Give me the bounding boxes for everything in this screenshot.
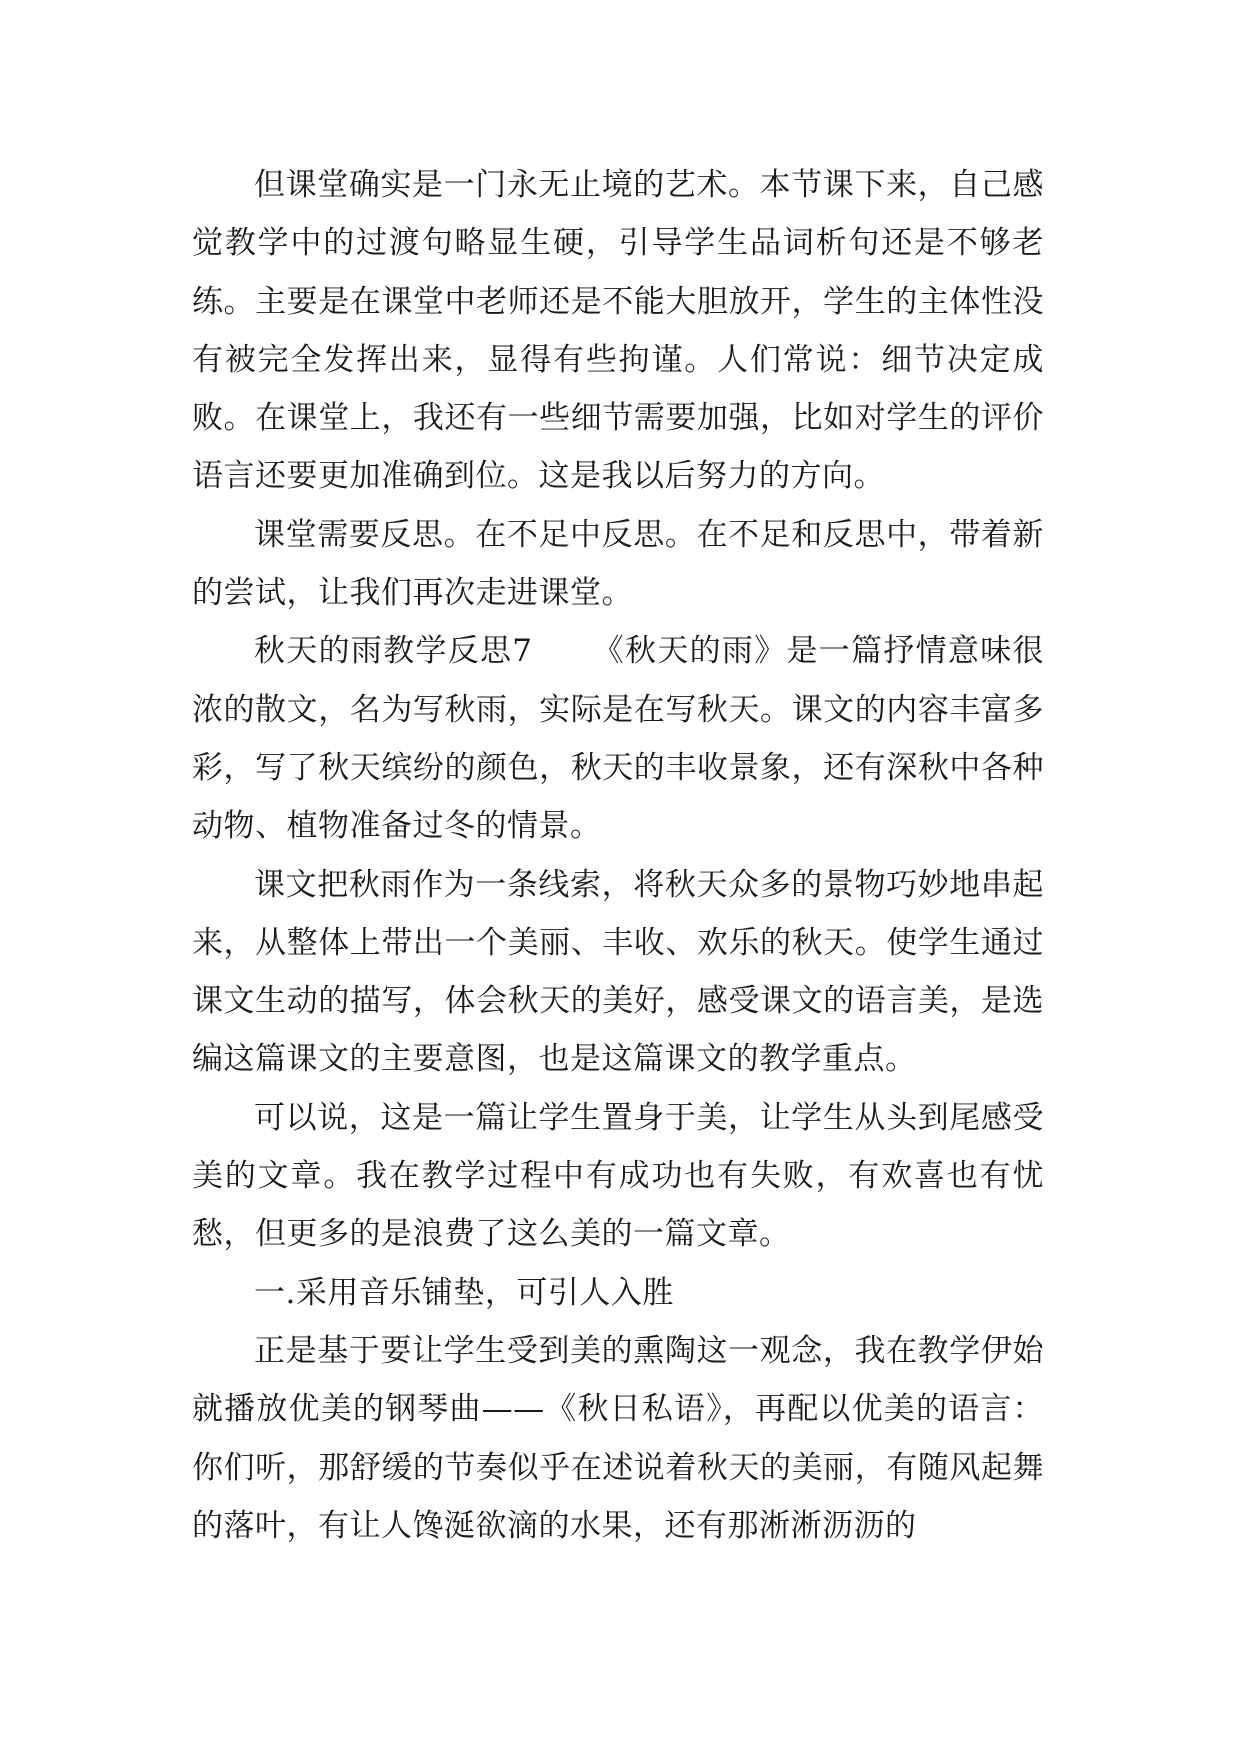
paragraph-2: 课堂需要反思。在不足中反思。在不足和反思中，带着新的尝试，让我们再次走进课堂。 xyxy=(192,516,1044,612)
paragraph-3: 秋天的雨教学反思7 《秋天的雨》是一篇抒情意味很浓的散文，名为写秋雨，实际是在写秋天。课文的内容丰富多彩，写了秋天缤纷的颜色，秋天的丰收景象，还有深秋中各种动物、植物准备过冬的情景。 xyxy=(192,633,1044,845)
paragraph-4: 课文把秋雨作为一条线索，将秋天众多的景物巧妙地串起来，从整体上带出一个美丽、丰收、欢乐的秋天。使学生通过课文生动的描写，体会秋天的美好，感受课文的语言美，是选编这篇课文的主要意图，也是这篇课文的教学重点。 xyxy=(192,866,1044,1078)
section-heading: 一.采用音乐铺垫，可引人入胜 xyxy=(254,1274,674,1311)
paragraph-6: 正是基于要让学生受到美的熏陶这一观念，我在教学伊始就播放优美的钢琴曲——《秋日私语》，再配以优美的语言：你们听，那舒缓的节奏似乎在述说着秋天的美丽，有随风起舞的落叶，有让人馋涎欲滴的水果，还有那淅淅沥沥的 xyxy=(192,1332,1044,1544)
paragraph-1: 但课堂确实是一门永无止境的艺术。本节课下来，自己感觉教学中的过渡句略显生硬，引导学生品词析句还是不够老练。主要是在课堂中老师还是不能大胆放开，学生的主体性没有被完全发挥出来，显得有些拘谨。人们常说：细节决定成败。在课堂上，我还有一些细节需要加强，比如对学生的评价语言还要更加准确到位。这是我以后努力的方向。 xyxy=(192,167,1044,495)
document-body xyxy=(192,156,1044,1555)
paragraph-5: 可以说，这是一篇让学生置身于美，让学生从头到尾感受美的文章。我在教学过程中有成功也有失败，有欢喜也有忧愁，但更多的是浪费了这么美的一篇文章。 xyxy=(192,1099,1044,1253)
